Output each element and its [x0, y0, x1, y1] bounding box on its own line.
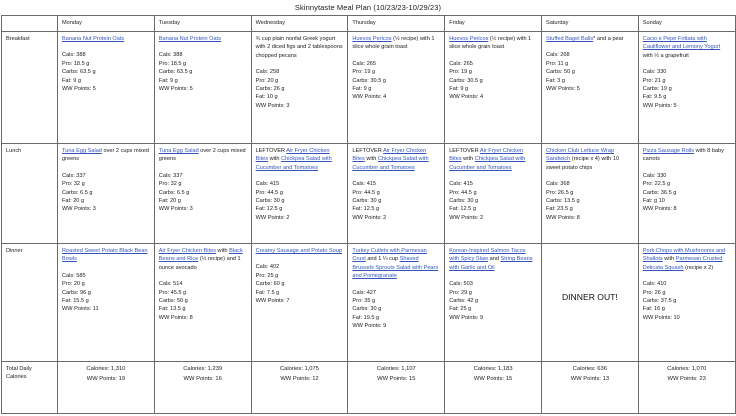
meal-cell-breakfast-saturday: [541, 32, 638, 144]
nutrition-carbs: Carbs: 6.5 g: [158, 189, 190, 196]
nutrition-pro: Pro: 20 g: [62, 281, 85, 288]
nutrition-cals: Cals: 503: [449, 281, 473, 288]
total-ww-points: WW Points: 16: [183, 375, 222, 382]
nutrition-ww: WW Points: 11: [62, 306, 99, 313]
meal-cell-dinner-friday: [445, 244, 542, 362]
nutrition-fat: Fat: 20 g: [62, 197, 85, 204]
nutrition-block: [256, 180, 344, 222]
nutrition-carbs: Carbs: 63.5 g: [158, 69, 193, 76]
total-calories: Calories: 1,107: [376, 366, 416, 372]
meal-cell-breakfast-thursday: [348, 32, 445, 144]
nutrition-fat: Fat: 9 g: [158, 77, 178, 84]
nutrition-block: [449, 280, 537, 322]
total-calories: Calories: 1,075: [279, 366, 319, 372]
nutrition-ww: WW Points: 3: [62, 206, 96, 213]
column-header-sunday: Sunday: [638, 16, 735, 32]
totals-cell-friday: [445, 362, 542, 414]
nutrition-ww: WW Points: 8: [158, 314, 193, 321]
meal-description: Cacio e Pepe Frittata with Cauliflower and Lemony Yogurt with ½ a grapefruit: [642, 36, 721, 59]
nutrition-cals: Cals: 268: [545, 52, 570, 59]
nutrition-pro: Pro: 25 g: [255, 272, 279, 279]
nutrition-carbs: Carbs: 63.5 g: [62, 69, 96, 76]
nutrition-pro: Pro: 11 g: [545, 60, 569, 67]
nutrition-fat: Fat: 9 g: [62, 77, 81, 84]
dinner-out-note: DINNER OUT!: [561, 292, 618, 302]
nutrition-cals: Cals: 514: [158, 281, 183, 288]
total-calories: Calories: 1,239: [183, 366, 223, 372]
totals-block: [159, 365, 247, 384]
totals-cell-saturday: [541, 362, 638, 414]
table-corner-cell: [2, 16, 58, 32]
nutrition-ww: WW Points: 3: [158, 206, 193, 213]
table-row-dinner: [2, 244, 736, 362]
nutrition-fat: Fat: 13.5 g: [158, 306, 186, 313]
nutrition-carbs: Carbs: 30 g: [449, 197, 479, 204]
nutrition-carbs: Carbs: 19 g: [642, 85, 672, 92]
nutrition-ww: WW Points: 4: [352, 94, 387, 101]
totals-block: [546, 365, 634, 384]
nutrition-carbs: Carbs: 36.5 g: [642, 189, 677, 196]
recipe-link[interactable]: Parmesan Crusted Delicata Squash: [642, 256, 723, 271]
totals-cell-wednesday: [251, 362, 348, 414]
nutrition-pro: Pro: 21 g: [642, 77, 666, 84]
recipe-link[interactable]: Cacio e Pepe Frittata with Cauliflower and Lemony Yogurt: [642, 36, 721, 51]
nutrition-fat: Fat: 12.5 g: [352, 206, 380, 213]
meal-description: Stuffed Bagel Balls* and a pear: [545, 36, 624, 42]
meal-cell-lunch-thursday: [348, 144, 445, 244]
recipe-link[interactable]: Air Fryer Chicken Bites: [255, 148, 330, 163]
total-calories: Calories: 1,183: [473, 366, 513, 372]
nutrition-cals: Cals: 337: [62, 172, 86, 179]
nutrition-pro: Pro: 29 g: [449, 289, 472, 296]
totals-block: [62, 365, 150, 384]
meal-description: [256, 247, 344, 255]
nutrition-carbs: Carbs: 50 g: [158, 297, 188, 304]
meal-description: Huevos Pericos (½ recipe) with 1 slice whole grain toast: [449, 36, 532, 51]
row-label-dinner: Dinner: [2, 244, 58, 362]
nutrition-block: [352, 289, 440, 331]
nutrition-block: [62, 172, 150, 214]
nutrition-carbs: Carbs: 30 g: [352, 306, 382, 313]
meal-description: LEFTOVER Air Fryer Chicken Bites with Chickpea Salad with Cucumber and Tomatoes: [255, 148, 332, 171]
total-ww-points: WW Points: 19: [86, 375, 126, 382]
nutrition-block: [643, 280, 731, 322]
nutrition-cals: Cals: 415: [352, 181, 377, 188]
meal-description: Air Fryer Chicken Bites with Black Beans and Rice (½ recipe) and 1 ounce avocado: [158, 248, 243, 271]
nutrition-ww: WW Points: 9: [352, 323, 387, 330]
nutrition-block: [546, 180, 634, 222]
recipe-link[interactable]: Huevos Pericos: [352, 36, 392, 42]
nutrition-ww: WW Points: 2: [255, 214, 290, 221]
nutrition-pro: Pro: 35 g: [352, 297, 376, 304]
total-ww-points: WW Points: 12: [280, 375, 319, 382]
nutrition-pro: Pro: 44.5 g: [449, 189, 477, 196]
nutrition-cals: Cals: 265: [352, 60, 377, 67]
recipe-link[interactable]: Huevos Pericos: [449, 36, 489, 42]
row-label-lunch: Lunch: [2, 144, 58, 244]
recipe-link[interactable]: Banana Nut Protein Oats: [62, 36, 125, 42]
nutrition-fat: Fat: 9 g: [449, 85, 469, 92]
nutrition-carbs: Carbs: 42 g: [449, 297, 479, 304]
nutrition-block: [62, 51, 150, 93]
meal-cell-lunch-saturday: [541, 144, 638, 244]
recipe-link[interactable]: Korean-Inspired Salmon Tacos with Spicy Slaw: [449, 248, 526, 263]
meal-description: [159, 35, 247, 43]
nutrition-carbs: Carbs: 30.5 g: [449, 77, 483, 84]
table-header-row: [2, 16, 736, 32]
nutrition-block: [62, 272, 150, 314]
nutrition-fat: Fat: 25 g: [449, 306, 472, 313]
nutrition-pro: Pro: 20 g: [255, 77, 279, 84]
nutrition-cals: Cals: 258: [255, 69, 280, 76]
meal-cell-lunch-wednesday: [251, 144, 348, 244]
nutrition-cals: Cals: 368: [545, 181, 570, 188]
nutrition-fat: Fat: 9.5 g: [642, 94, 667, 101]
meal-cell-lunch-monday: [58, 144, 155, 244]
total-calories: Calories: 636: [572, 366, 607, 372]
meal-description: Pizza Sausage Rolls with 8 baby carrots: [642, 148, 724, 163]
column-header-wednesday: Wednesday: [251, 16, 348, 32]
totals-cell-tuesday: [154, 362, 251, 414]
nutrition-pro: Pro: 26 g: [642, 289, 666, 296]
nutrition-ww: WW Points: 7: [255, 297, 290, 304]
meal-cell-dinner-sunday: [638, 244, 735, 362]
nutrition-carbs: Carbs: 96 g: [62, 289, 91, 296]
nutrition-cals: Cals: 388: [62, 52, 86, 59]
nutrition-carbs: Carbs: 26 g: [255, 85, 285, 92]
nutrition-block: [449, 60, 537, 102]
meal-description: Chicken Club Lettuce Wrap Sandwich (recipe x 4) with 10 sweet potato chips: [545, 148, 620, 171]
meal-description: LEFTOVER Air Fryer Chicken Bites with Chickpea Salad with Cucumber and Tomatoes: [352, 148, 429, 171]
table-row-totals: [2, 362, 736, 414]
meal-cell-breakfast-tuesday: [154, 32, 251, 144]
nutrition-cals: Cals: 410: [642, 281, 667, 288]
nutrition-carbs: Carbs: 60 g: [255, 281, 285, 288]
column-header-thursday: Thursday: [348, 16, 445, 32]
nutrition-carbs: Carbs: 13.5 g: [545, 197, 580, 204]
nutrition-carbs: Carbs: 37.5 g: [642, 297, 677, 304]
table-row-breakfast: [2, 32, 736, 144]
column-header-tuesday: Tuesday: [154, 16, 251, 32]
nutrition-cals: Cals: 415: [449, 181, 473, 188]
nutrition-carbs: Carbs: 6.5 g: [62, 189, 93, 196]
nutrition-pro: Pro: 45.5 g: [158, 289, 187, 296]
nutrition-ww: WW Points: 2: [449, 214, 484, 221]
nutrition-ww: WW Points: 10: [642, 314, 680, 321]
nutrition-ww: WW Points: 9: [449, 314, 484, 321]
meal-cell-breakfast-wednesday: [251, 32, 348, 144]
nutrition-ww: WW Points: 5: [62, 85, 96, 92]
meal-description: Turkey Cutlets with Parmesan Crust and 1 ¼ cup Shaved Brussels Sprouts Salad with Pears and Pomegranate: [352, 248, 439, 280]
nutrition-fat: Fat: 10 g: [255, 94, 278, 101]
nutrition-block: [643, 172, 731, 214]
recipe-link[interactable]: Chicken Club Lettuce Wrap Sandwich: [545, 148, 614, 163]
meal-description: Korean-Inspired Salmon Tacos with Spicy Slaw and String Beans with Garlic and Oil: [449, 248, 533, 271]
nutrition-pro: Pro: 22.5 g: [642, 181, 671, 188]
nutrition-pro: Pro: 26.5 g: [545, 189, 574, 196]
recipe-link[interactable]: Chickpea Salad with Cucumber and Tomatoes: [255, 156, 332, 171]
nutrition-block: [256, 68, 344, 110]
nutrition-fat: Fat: 20 g: [158, 197, 181, 204]
meal-cell-lunch-sunday: [638, 144, 735, 244]
meal-cell-lunch-tuesday: [154, 144, 251, 244]
meal-cell-dinner-monday: [58, 244, 155, 362]
nutrition-fat: Fat: 16 g: [642, 306, 665, 313]
recipe-link[interactable]: Chickpea Salad with Cucumber and Tomatoes: [352, 156, 429, 171]
nutrition-cals: Cals: 388: [158, 52, 183, 59]
total-ww-points: WW Points: 15: [377, 375, 416, 382]
meal-cell-dinner-saturday: [541, 244, 638, 362]
recipe-link[interactable]: Pizza Sausage Rolls: [642, 148, 695, 154]
nutrition-block: [256, 263, 344, 305]
nutrition-block: [159, 280, 247, 322]
totals-block: [449, 365, 537, 384]
nutrition-cals: Cals: 265: [449, 60, 473, 67]
recipe-link[interactable]: Roasted Sweet Potato Black Bean Bowls: [62, 248, 148, 263]
recipe-link[interactable]: String Beans with Garlic and Oil: [449, 256, 533, 271]
meal-cell-lunch-friday: [445, 144, 542, 244]
nutrition-block: [352, 60, 440, 102]
meal-description: Tuna Egg Salad over 2 cups mixed greens: [158, 148, 246, 163]
nutrition-fat: Fat: 19.5 g: [352, 314, 380, 321]
meal-cell-dinner-wednesday: [251, 244, 348, 362]
meal-description: [62, 35, 150, 43]
nutrition-fat: Fat: 23.5 g: [545, 206, 573, 213]
totals-block: [643, 365, 731, 384]
total-calories: Calories: 1,070: [667, 366, 707, 372]
nutrition-fat: Fat: 15.5 g: [62, 297, 89, 304]
nutrition-fat: Fat: g 10: [642, 197, 665, 204]
recipe-link[interactable]: Stuffed Bagel Balls: [545, 36, 594, 42]
recipe-link[interactable]: Pork Chops with Mushrooms and Shallots: [642, 248, 726, 263]
meal-description: Pork Chops with Mushrooms and Shallots with Parmesan Crusted Delicata Squash (recipe x 2): [642, 248, 726, 271]
nutrition-cals: Cals: 585: [62, 272, 86, 279]
column-header-saturday: Saturday: [541, 16, 638, 32]
meal-cell-dinner-thursday: [348, 244, 445, 362]
meal-description: Huevos Pericos (½ recipe) with 1 slice whole grain toast: [352, 36, 435, 51]
total-ww-points: WW Points: 13: [570, 375, 610, 382]
meal-cell-breakfast-friday: [445, 32, 542, 144]
nutrition-pro: Pro: 19 g: [449, 69, 472, 76]
meal-cell-dinner-tuesday: [154, 244, 251, 362]
nutrition-fat: Fat: 9 g: [352, 85, 372, 92]
recipe-link[interactable]: Air Fryer Chicken Bites: [449, 148, 524, 163]
nutrition-fat: Fat: 12.5 g: [449, 206, 476, 213]
nutrition-pro: Pro: 44.5 g: [255, 189, 283, 196]
total-ww-points: WW Points: 15: [473, 375, 513, 382]
recipe-link[interactable]: Air Fryer Chicken Bites: [352, 148, 427, 163]
nutrition-pro: Pro: 44.5 g: [352, 189, 380, 196]
nutrition-carbs: Carbs: 30 g: [352, 197, 382, 204]
nutrition-cals: Cals: 415: [255, 181, 280, 188]
totals-cell-thursday: [348, 362, 445, 414]
nutrition-cals: Cals: 330: [642, 172, 667, 179]
nutrition-fat: Fat: 3 g: [545, 77, 565, 84]
totals-block: [256, 365, 344, 384]
recipe-link[interactable]: Turkey Cutlets with Parmesan Crust: [352, 248, 427, 263]
nutrition-pro: Pro: 18.5 g: [62, 60, 90, 67]
nutrition-block: [159, 51, 247, 93]
recipe-link[interactable]: Shaved Brussels Sprouts Salad with Pears and Pomegranate: [352, 256, 439, 280]
table-row-lunch: [2, 144, 736, 244]
total-ww-points: WW Points: 23: [667, 375, 706, 382]
meal-cell-breakfast-sunday: [638, 32, 735, 144]
row-label-total-daily-calories: Total Daily Calories: [2, 362, 58, 414]
recipe-link[interactable]: Air Fryer Chicken Bites: [158, 248, 216, 254]
nutrition-ww: WW Points: 2: [352, 214, 387, 221]
nutrition-cals: Cals: 337: [158, 172, 183, 179]
totals-block: [352, 365, 440, 384]
nutrition-carbs: Carbs: 30 g: [255, 197, 285, 204]
meal-plan-table: [1, 15, 736, 414]
recipe-link[interactable]: Banana Nut Protein Oats: [158, 36, 221, 42]
nutrition-ww: WW Points: 3: [255, 102, 290, 109]
nutrition-block: [643, 68, 731, 110]
recipe-link[interactable]: Tuna Egg Salad: [62, 148, 102, 154]
totals-cell-sunday: [638, 362, 735, 414]
nutrition-pro: Pro: 19 g: [352, 69, 376, 76]
nutrition-pro: Pro: 32 g: [158, 181, 182, 188]
row-label-breakfast: Breakfast: [2, 32, 58, 144]
meal-cell-breakfast-monday: [58, 32, 155, 144]
recipe-link[interactable]: Black Beans and Rice: [158, 248, 243, 263]
nutrition-cals: Cals: 402: [255, 264, 280, 271]
nutrition-ww: WW Points: 8: [545, 214, 580, 221]
nutrition-pro: Pro: 18.5 g: [158, 60, 187, 67]
total-calories: Calories: 1,310: [86, 366, 126, 372]
recipe-link[interactable]: Chickpea Salad with Cucumber and Tomatoes: [449, 156, 526, 171]
nutrition-ww: WW Points: 5: [545, 85, 580, 92]
totals-cell-monday: [58, 362, 155, 414]
nutrition-ww: WW Points: 4: [449, 94, 484, 101]
nutrition-cals: Cals: 330: [642, 69, 667, 76]
recipe-link[interactable]: Creamy Sausage and Potato Soup: [255, 248, 343, 254]
nutrition-carbs: Carbs: 50 g: [545, 69, 575, 76]
nutrition-ww: WW Points: 5: [158, 85, 193, 92]
nutrition-cals: Cals: 427: [352, 289, 377, 296]
recipe-link[interactable]: Tuna Egg Salad: [158, 148, 199, 154]
page-title: Skinnytaste Meal Plan (10/23/23-10/29/23): [294, 3, 442, 12]
column-header-friday: Friday: [445, 16, 542, 32]
meal-description: Tuna Egg Salad over 2 cups mixed greens: [62, 148, 149, 163]
nutrition-ww: WW Points: 5: [642, 102, 677, 109]
nutrition-fat: Fat: 12.5 g: [255, 206, 283, 213]
column-header-monday: Monday: [58, 16, 155, 32]
nutrition-ww: WW Points: 8: [642, 206, 677, 213]
nutrition-fat: Fat: 7.5 g: [255, 289, 280, 296]
nutrition-block: [352, 180, 440, 222]
nutrition-pro: Pro: 32 g: [62, 181, 85, 188]
meal-description: LEFTOVER Air Fryer Chicken Bites with Chickpea Salad with Cucumber and Tomatoes: [449, 148, 526, 171]
meal-description: ¾ cup plain nonfat Greek yogurt with 2 diced figs and 2 tablespoons chopped pecans: [255, 36, 343, 59]
meal-description: [62, 247, 150, 264]
nutrition-carbs: Carbs: 30.5 g: [352, 77, 386, 84]
nutrition-block: [546, 51, 634, 93]
nutrition-block: [449, 180, 537, 222]
nutrition-block: [159, 172, 247, 214]
